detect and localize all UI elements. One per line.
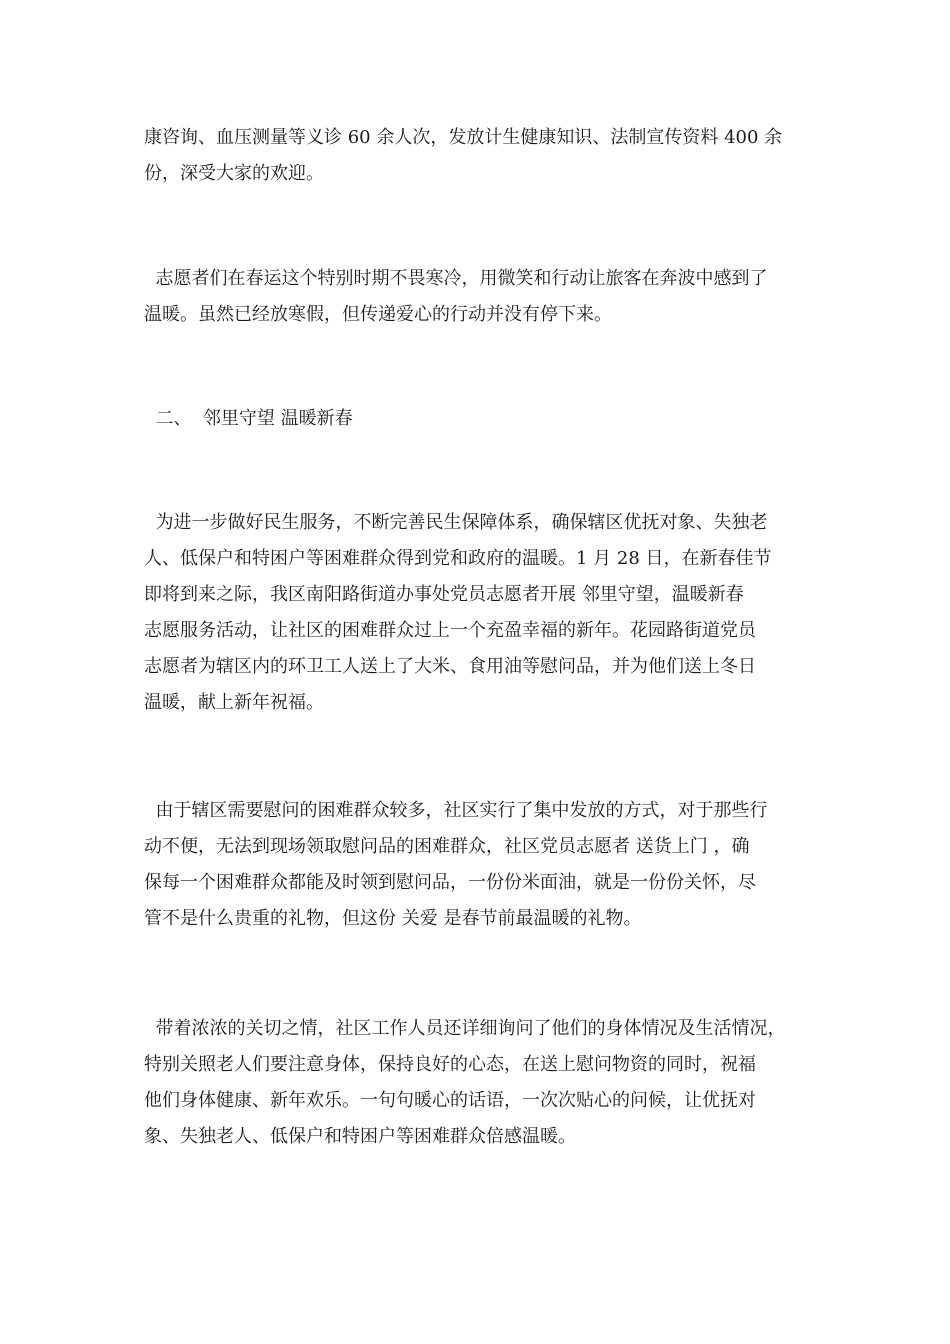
- paragraph-continuation: [144, 120, 816, 192]
- text-line: 动不便，无法到现场领取慰问品的困难群众，社区党员志愿者 送货上门 ，确: [144, 836, 750, 857]
- text-line: 份，深受大家的欢迎。: [144, 163, 324, 184]
- text-line: 温暖。虽然已经放寒假，但传递爱心的行动并没有停下来。: [144, 304, 612, 325]
- text-line: 志愿者为辖区内的环卫工人送上了大米、食用油等慰问品，并为他们送上冬日: [144, 656, 756, 677]
- text-line: 他们身体健康、新年欢乐。一句句暖心的话语，一次次贴心的问候，让优抚对: [144, 1090, 756, 1111]
- text-line: 象、失独老人、低保户和特困户等困难群众倍感温暖。: [144, 1126, 576, 1147]
- paragraph-delivery: [144, 793, 816, 937]
- text-line: 温暖，献上新年祝福。: [144, 692, 324, 713]
- text-line: 保每一个困难群众都能及时领到慰问品，一份份米面油，就是一份份关怀，尽: [144, 872, 756, 893]
- text-line: 康咨询、血压测量等义诊 60 余人次，发放计生健康知识、法制宣传资料 400 余: [144, 127, 783, 148]
- text-line: 志愿者们在春运这个特别时期不畏寒冷，用微笑和行动让旅客在奔波中感到了: [144, 268, 768, 289]
- text-line: 特别关照老人们要注意身体，保持良好的心态，在送上慰问物资的同时，祝福: [144, 1054, 756, 1075]
- text-line: 带着浓浓的关切之情，社区工作人员还详细询问了他们的身体情况及生活情况，: [144, 1018, 786, 1039]
- text-line: 管不是什么贵重的礼物，但这份 关爱 是春节前最温暖的礼物。: [144, 908, 642, 929]
- text-line: 志愿服务活动，让社区的困难群众过上一个充盈幸福的新年。花园路街道党员: [144, 620, 756, 641]
- paragraph-volunteers: [144, 261, 816, 333]
- paragraph-service: [144, 505, 816, 721]
- text-line: 人、低保户和特困户等困难群众得到党和政府的温暖。1 月 28 日，在新春佳节: [144, 548, 772, 569]
- section-heading: 二、 邻里守望 温暖新春: [144, 408, 353, 429]
- text-line: 为进一步做好民生服务，不断完善民生保障体系，确保辖区优抚对象、失独老: [144, 512, 768, 533]
- text-line: 即将到来之际，我区南阳路街道办事处党员志愿者开展 邻里守望，温暖新春: [144, 584, 744, 605]
- paragraph-care: [144, 1011, 816, 1155]
- text-line: 由于辖区需要慰问的困难群众较多，社区实行了集中发放的方式，对于那些行: [144, 800, 768, 821]
